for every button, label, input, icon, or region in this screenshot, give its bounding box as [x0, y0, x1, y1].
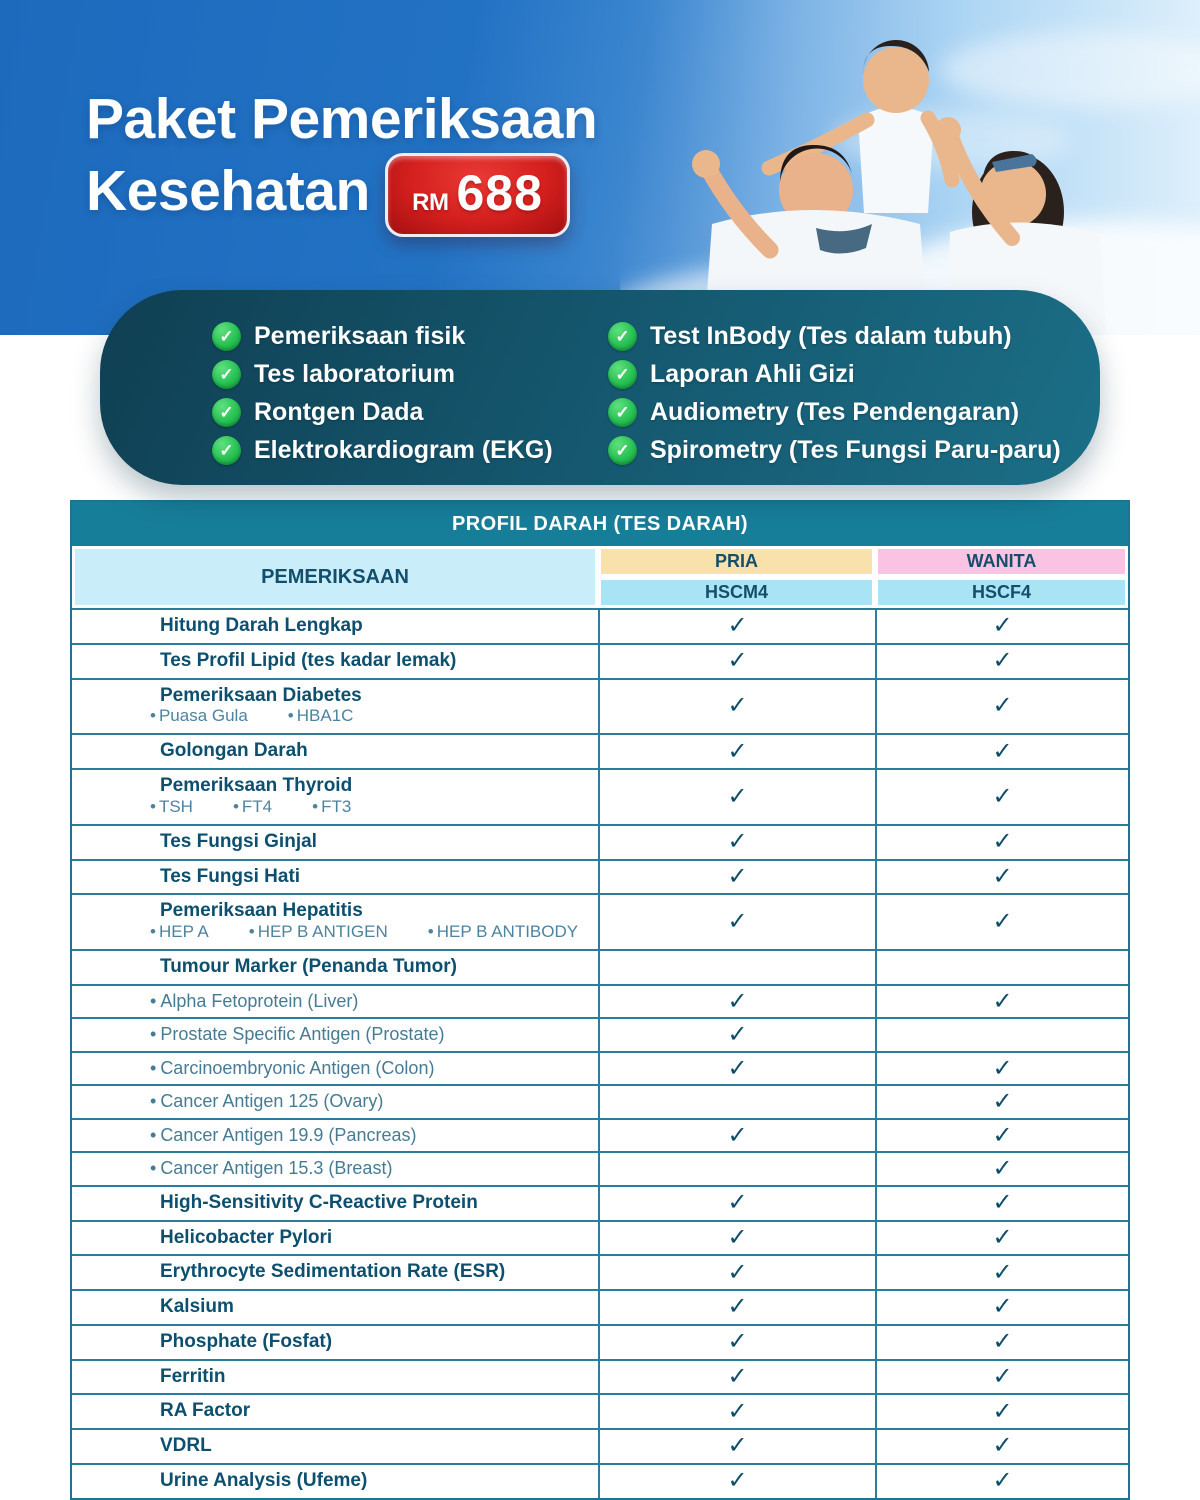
check-icon: ✓ — [727, 1362, 748, 1390]
exam-label: Tumour Marker (Penanda Tumor) — [160, 956, 457, 977]
exam-label: Ferritin — [160, 1365, 226, 1387]
table-row — [72, 949, 1128, 984]
exam-cell — [72, 1222, 598, 1255]
table-row — [72, 1051, 1128, 1085]
exam-cell — [72, 861, 598, 894]
pria-check-cell — [598, 1187, 875, 1220]
check-icon: ✓ — [727, 828, 748, 856]
wanita-check-cell — [875, 610, 1128, 643]
exam-sub-items — [150, 922, 586, 942]
benefit-label: Rontgen Dada — [254, 398, 424, 426]
exam-label: • Prostate Specific Antigen (Prostate) — [150, 1023, 586, 1046]
wanita-check-cell — [875, 1187, 1128, 1220]
exam-label: High-Sensitivity C-Reactive Protein — [160, 1191, 478, 1213]
page-title — [86, 86, 597, 237]
table-row — [72, 1185, 1128, 1220]
benefit-item — [608, 360, 1070, 389]
check-icon: ✓ — [992, 1223, 1013, 1251]
check-icon: ✓ — [727, 1397, 748, 1425]
check-icon: ✓ — [727, 647, 748, 675]
exam-sub-item: • Puasa Gula — [150, 706, 248, 726]
benefits-column-left — [212, 322, 608, 474]
table-title: PROFIL DARAH (TES DARAH) — [72, 502, 1128, 546]
table-row — [72, 1151, 1128, 1185]
pria-check-cell — [598, 680, 875, 734]
pria-check-cell — [598, 1361, 875, 1394]
exam-sub-items — [150, 706, 586, 726]
check-icon: ✓ — [992, 647, 1013, 675]
exam-label: Hitung Darah Lengkap — [160, 615, 363, 636]
exam-cell — [72, 1120, 598, 1152]
table-row — [72, 733, 1128, 768]
benefit-item — [608, 436, 1070, 465]
exam-cell — [72, 1395, 598, 1428]
column-header-pemeriksaan: PEMERIKSAAN — [72, 546, 598, 608]
exam-label: Pemeriksaan Thyroid — [160, 775, 353, 796]
table-row — [72, 643, 1128, 678]
pria-check-cell — [598, 1120, 875, 1152]
wanita-check-cell — [875, 1361, 1128, 1394]
wanita-check-cell — [875, 895, 1128, 949]
wanita-check-cell — [875, 1053, 1128, 1085]
exam-label: • Carcinoembryonic Antigen (Colon) — [150, 1057, 586, 1080]
pria-check-cell — [598, 1465, 875, 1498]
check-icon: ✓ — [992, 987, 1013, 1015]
blood-profile-table — [70, 500, 1130, 1500]
benefit-item — [212, 398, 608, 427]
check-icon: ✓ — [727, 908, 748, 936]
check-icon: ✓ — [727, 1054, 748, 1082]
exam-cell — [72, 1256, 598, 1289]
check-icon: ✓ — [727, 987, 748, 1015]
exam-sub-item: • HEP B ANTIGEN — [249, 922, 388, 942]
wanita-check-cell — [875, 1430, 1128, 1463]
pria-check-cell — [598, 826, 875, 859]
exam-label: Golongan Darah — [160, 740, 308, 762]
benefit-label: Test InBody (Tes dalam tubuh) — [650, 322, 1012, 350]
exam-cell — [72, 1465, 598, 1498]
benefit-item — [608, 322, 1070, 351]
table-row — [72, 1393, 1128, 1428]
exam-cell — [72, 1291, 598, 1324]
check-icon: ✓ — [727, 1258, 748, 1286]
check-icon: ✓ — [992, 737, 1013, 765]
check-circle-icon: ✓ — [212, 436, 241, 465]
wanita-check-cell — [875, 735, 1128, 768]
table-row — [72, 984, 1128, 1018]
benefit-label: Pemeriksaan fisik — [254, 322, 466, 350]
pria-check-cell — [598, 1291, 875, 1324]
check-circle-icon: ✓ — [608, 360, 637, 389]
table-row — [72, 859, 1128, 894]
table-row — [72, 1084, 1128, 1118]
table-header — [72, 546, 1128, 608]
exam-label: Tes Fungsi Hati — [160, 865, 301, 887]
pria-check-cell — [598, 645, 875, 678]
check-icon: ✓ — [992, 1155, 1013, 1182]
check-icon: ✓ — [727, 1021, 748, 1048]
exam-cell — [72, 895, 598, 949]
exam-label: • Cancer Antigen 19.9 (Pancreas) — [150, 1124, 586, 1147]
wanita-check-cell — [875, 1465, 1128, 1498]
pria-check-cell — [598, 986, 875, 1018]
pria-check-cell — [598, 861, 875, 894]
exam-cell — [72, 951, 598, 984]
check-icon: ✓ — [992, 1054, 1013, 1082]
exam-cell — [72, 680, 598, 734]
wanita-check-cell — [875, 1326, 1128, 1359]
exam-sub-item: • FT3 — [312, 797, 351, 817]
exam-cell — [72, 1153, 598, 1185]
check-icon: ✓ — [727, 1223, 748, 1251]
check-icon: ✓ — [992, 1189, 1013, 1217]
table-row — [72, 1324, 1128, 1359]
exam-label: Pemeriksaan Hepatitis — [160, 900, 363, 922]
exam-cell — [72, 1361, 598, 1394]
benefits-panel — [100, 290, 1100, 485]
exam-sub-item: • FT4 — [233, 797, 272, 817]
check-icon: ✓ — [992, 612, 1013, 640]
check-icon: ✓ — [727, 1328, 748, 1356]
exam-cell — [72, 1187, 598, 1220]
table-body — [72, 608, 1128, 1498]
check-circle-icon: ✓ — [212, 398, 241, 427]
check-circle-icon: ✓ — [212, 360, 241, 389]
pria-check-cell — [598, 735, 875, 768]
pria-check-cell — [598, 1153, 875, 1185]
wanita-check-cell — [875, 645, 1128, 678]
benefits-column-right — [608, 322, 1070, 474]
check-icon: ✓ — [992, 1467, 1013, 1495]
table-row — [72, 1359, 1128, 1394]
pria-check-cell — [598, 1395, 875, 1428]
check-icon: ✓ — [727, 692, 748, 720]
benefit-item — [212, 436, 608, 465]
benefit-item — [212, 322, 608, 351]
pria-check-cell — [598, 1326, 875, 1359]
check-icon: ✓ — [992, 1397, 1013, 1425]
page-title-line1: Paket Pemeriksaan — [86, 87, 598, 151]
exam-sub-item: • HEP B ANTIBODY — [428, 922, 578, 942]
exam-cell — [72, 770, 598, 824]
pria-check-cell — [598, 770, 875, 824]
exam-label: Kalsium — [160, 1296, 234, 1317]
check-icon: ✓ — [727, 1121, 748, 1149]
benefit-item — [212, 360, 608, 389]
pria-check-cell — [598, 1256, 875, 1289]
benefit-label: Spirometry (Tes Fungsi Paru-paru) — [650, 436, 1061, 464]
check-circle-icon: ✓ — [608, 436, 637, 465]
table-row — [72, 824, 1128, 859]
table-row — [72, 768, 1128, 824]
exam-sub-item: • HBA1C — [288, 706, 354, 726]
wanita-check-cell — [875, 680, 1128, 734]
pria-check-cell — [598, 895, 875, 949]
check-icon: ✓ — [992, 1293, 1013, 1321]
price-amount: 688 — [456, 164, 543, 221]
wanita-check-cell — [875, 986, 1128, 1018]
pria-check-cell — [598, 1019, 875, 1051]
wanita-check-cell — [875, 1153, 1128, 1185]
wanita-check-cell — [875, 1395, 1128, 1428]
check-icon: ✓ — [992, 828, 1013, 856]
wanita-check-cell — [875, 951, 1128, 984]
check-icon: ✓ — [992, 908, 1013, 936]
wanita-check-cell — [875, 1291, 1128, 1324]
wanita-check-cell — [875, 770, 1128, 824]
benefit-label: Laporan Ahli Gizi — [650, 360, 855, 388]
pria-check-cell — [598, 1222, 875, 1255]
table-row — [72, 1220, 1128, 1255]
pria-check-cell — [598, 610, 875, 643]
check-circle-icon: ✓ — [608, 322, 637, 351]
check-icon: ✓ — [727, 782, 748, 810]
check-icon: ✓ — [992, 692, 1013, 720]
exam-label: Tes Fungsi Ginjal — [160, 830, 317, 852]
exam-label: VDRL — [160, 1435, 212, 1456]
exam-cell — [72, 610, 598, 643]
column-header-wanita: WANITA — [875, 546, 1128, 577]
table-row — [72, 1017, 1128, 1051]
exam-cell — [72, 645, 598, 678]
exam-label: • Cancer Antigen 15.3 (Breast) — [150, 1157, 586, 1180]
check-icon: ✓ — [727, 1467, 748, 1495]
wanita-check-cell — [875, 826, 1128, 859]
exam-cell — [72, 1430, 598, 1463]
hero-banner — [0, 0, 1200, 335]
exam-label: Helicobacter Pylori — [160, 1226, 333, 1248]
pria-check-cell — [598, 951, 875, 984]
check-icon: ✓ — [727, 862, 748, 890]
price-badge — [385, 153, 570, 238]
benefit-label: Tes laboratorium — [254, 360, 455, 388]
page-title-line2: Kesehatan — [86, 158, 370, 223]
table-row — [72, 1428, 1128, 1463]
wanita-check-cell — [875, 1086, 1128, 1118]
check-icon: ✓ — [992, 1328, 1013, 1356]
table-row — [72, 893, 1128, 949]
table-row — [72, 678, 1128, 734]
exam-sub-item: • HEP A — [150, 922, 209, 942]
check-icon: ✓ — [992, 1362, 1013, 1390]
benefit-label: Elektrokardiogram (EKG) — [254, 436, 553, 464]
package-code-pria: HSCM4 — [598, 577, 875, 608]
check-icon: ✓ — [727, 612, 748, 640]
exam-label: Tes Profil Lipid (tes kadar lemak) — [160, 649, 457, 671]
check-circle-icon: ✓ — [608, 398, 637, 427]
check-icon: ✓ — [992, 1432, 1013, 1460]
exam-cell — [72, 1019, 598, 1051]
wanita-check-cell — [875, 1222, 1128, 1255]
benefit-item — [608, 398, 1070, 427]
exam-label: Erythrocyte Sedimentation Rate (ESR) — [160, 1261, 506, 1283]
family-photo — [620, 0, 1200, 335]
exam-label: Pemeriksaan Diabetes — [160, 684, 362, 706]
check-icon: ✓ — [992, 862, 1013, 890]
column-header-pria: PRIA — [598, 546, 875, 577]
table-row — [72, 1289, 1128, 1324]
check-icon: ✓ — [992, 1121, 1013, 1149]
pria-check-cell — [598, 1053, 875, 1085]
wanita-check-cell — [875, 861, 1128, 894]
table-row — [72, 1118, 1128, 1152]
wanita-check-cell — [875, 1256, 1128, 1289]
exam-label: • Cancer Antigen 125 (Ovary) — [150, 1090, 586, 1113]
exam-label: • Alpha Fetoprotein (Liver) — [150, 990, 586, 1013]
exam-cell — [72, 986, 598, 1018]
table-row — [72, 1463, 1128, 1498]
exam-cell — [72, 735, 598, 768]
pria-check-cell — [598, 1086, 875, 1118]
check-icon: ✓ — [992, 1258, 1013, 1286]
exam-sub-item: • TSH — [150, 797, 193, 817]
wanita-check-cell — [875, 1019, 1128, 1051]
price-currency: RM — [412, 188, 449, 216]
check-icon: ✓ — [727, 1432, 748, 1460]
check-circle-icon: ✓ — [212, 322, 241, 351]
exam-label: Phosphate (Fosfat) — [160, 1330, 333, 1352]
package-code-wanita: HSCF4 — [875, 577, 1128, 608]
exam-cell — [72, 1326, 598, 1359]
pria-check-cell — [598, 1430, 875, 1463]
check-icon: ✓ — [727, 1293, 748, 1321]
check-icon: ✓ — [727, 737, 748, 765]
table-row — [72, 608, 1128, 643]
check-icon: ✓ — [992, 782, 1013, 810]
check-icon: ✓ — [992, 1088, 1013, 1115]
exam-cell — [72, 1086, 598, 1118]
wanita-check-cell — [875, 1120, 1128, 1152]
exam-sub-items — [150, 797, 586, 817]
exam-cell — [72, 826, 598, 859]
check-icon: ✓ — [727, 1189, 748, 1217]
exam-cell — [72, 1053, 598, 1085]
exam-label: RA Factor — [160, 1400, 251, 1422]
table-row — [72, 1254, 1128, 1289]
benefit-label: Audiometry (Tes Pendengaran) — [650, 398, 1020, 426]
exam-label: Urine Analysis (Ufeme) — [160, 1469, 368, 1491]
